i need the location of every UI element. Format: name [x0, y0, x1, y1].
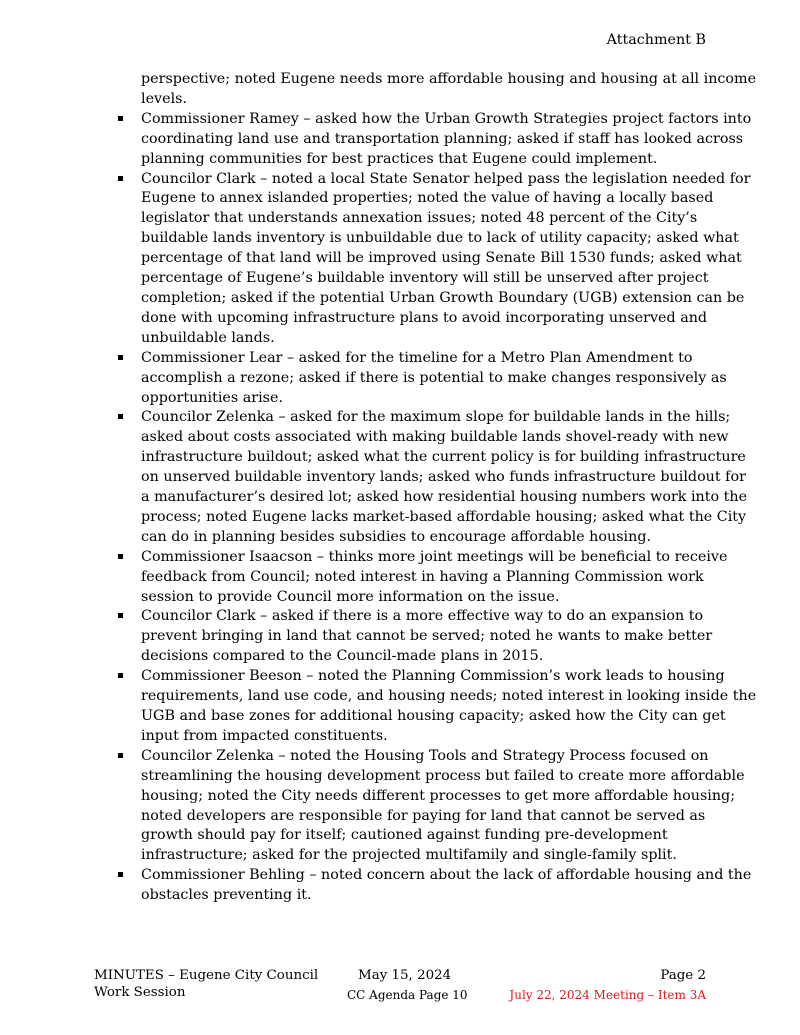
- text-line: feedback from Council; noted interest in having a Planning Commission work: [141, 568, 704, 585]
- comment-item-zelenka-2: [141, 747, 745, 866]
- text-line: session to provide Council more information on the issue.: [141, 588, 560, 605]
- text-line: opportunities arise.: [141, 389, 284, 406]
- footer-page-number: Page 2: [660, 968, 706, 983]
- text-line: obstacles preventing it.: [141, 887, 312, 904]
- footer-agenda-page: CC Agenda Page 10: [347, 988, 468, 1002]
- page-footer: [94, 967, 706, 1007]
- text-line: housing; noted the City needs different processes to get more affordable housing;: [141, 787, 736, 804]
- attachment-label: Attachment B: [606, 32, 706, 48]
- footer-meeting-item: July 22, 2024 Meeting – Item 3A: [509, 988, 706, 1002]
- text-line: coordinating land use and transportation planning; asked if staff has looked across: [141, 130, 744, 147]
- continuation-paragraph: [141, 70, 757, 110]
- text-line: Councilor Clark – asked if there is a more effective way to do an expansion to: [141, 608, 704, 625]
- text-line: infrastructure buildout; asked what the current policy is for building infrastructure: [141, 449, 746, 466]
- text-line: Commissioner Lear – asked for the timeline for a Metro Plan Amendment to: [141, 349, 693, 366]
- text-line: legislator that understands annexation issues; noted 48 percent of the City’s: [141, 210, 698, 227]
- footer-date: May 15, 2024: [358, 968, 452, 983]
- text-line: process; noted Eugene lacks market-based affordable housing; asked what the City: [141, 508, 747, 525]
- footer-title-line: Work Session: [94, 985, 186, 1000]
- comment-item-clark: [141, 170, 751, 349]
- text-line: Commissioner Beeson – noted the Planning Commission’s work leads to housing: [141, 668, 725, 685]
- text-line: Councilor Zelenka – asked for the maximum slope for buildable lands in the hills;: [141, 409, 731, 426]
- text-line: input from impacted constituents.: [141, 727, 388, 744]
- text-line: a manufacturer’s desired lot; asked how residential housing numbers work into the: [141, 489, 748, 506]
- text-line: done with upcoming infrastructure plans to avoid incorporating unserved and: [141, 309, 708, 326]
- footer-document-title: [94, 967, 318, 1001]
- text-line: Commissioner Ramey – asked how the Urban Growth Strategies project factors into: [141, 110, 752, 127]
- text-line: prevent bringing in land that cannot be served; noted he wants to make better: [141, 628, 713, 645]
- text-line: buildable lands inventory is unbuildable due to lack of utility capacity; asked what: [141, 230, 739, 247]
- comment-item-behling: [141, 866, 752, 906]
- text-line: Commissioner Behling – noted concern about the lack of affordable housing and the: [141, 867, 752, 884]
- comment-item-ramey: [141, 110, 752, 170]
- text-line: requirements, land use code, and housing needs; noted interest in looking inside the: [141, 688, 757, 705]
- text-line: percentage of that land will be improved using Senate Bill 1530 funds; asked what: [141, 250, 742, 267]
- comment-item-clark-2: [141, 607, 711, 667]
- text-line: UGB and base zones for additional housing capacity; asked how the City can get: [141, 708, 726, 724]
- minutes-body: [141, 70, 757, 906]
- footer-title-line: MINUTES – Eugene City Council: [94, 968, 319, 983]
- text-line: Commissioner Isaacson – thinks more joint meetings will be beneficial to receive: [141, 548, 728, 565]
- comment-item-beeson: [141, 667, 757, 747]
- text-line: infrastructure; asked for the projected multifamily and single-family split.: [141, 847, 677, 864]
- comment-item-isaacson: [141, 548, 728, 608]
- text-line: growth should pay for itself; cautioned against funding pre-development: [141, 827, 668, 844]
- text-line: decisions compared to the Council-made plans in 2015.: [141, 648, 544, 665]
- text-line: accomplish a rezone; asked if there is potential to make changes responsively as: [141, 369, 727, 386]
- comment-item-lear: [141, 349, 727, 409]
- text-line: perspective; noted Eugene needs more affordable housing and housing at all income: [141, 71, 757, 87]
- comment-item-zelenka: [141, 408, 748, 547]
- text-line: planning communities for best practices that Eugene could implement.: [141, 150, 658, 167]
- text-line: levels.: [141, 90, 188, 107]
- text-line: noted developers are responsible for paying for land that cannot be served as: [141, 807, 706, 824]
- text-line: on unserved buildable inventory lands; asked who funds infrastructure buildout for: [141, 469, 746, 486]
- text-line: completion; asked if the potential Urban Growth Boundary (UGB) extension can be: [141, 289, 745, 306]
- text-line: Councilor Zelenka – noted the Housing Tools and Strategy Process focused on: [141, 747, 709, 764]
- text-line: streamlining the housing development process but failed to create more affordable: [141, 767, 745, 784]
- text-line: unbuildable lands.: [141, 329, 275, 346]
- text-line: asked about costs associated with making buildable lands shovel-ready with new: [141, 429, 729, 446]
- text-line: percentage of Eugene’s buildable inventory will still be unserved after project: [141, 270, 709, 287]
- comment-list: [141, 110, 757, 906]
- text-line: can do in planning besides subsidies to encourage affordable housing.: [141, 528, 652, 545]
- text-line: Councilor Clark – noted a local State Senator helped pass the legislation needed for: [141, 170, 751, 187]
- text-line: Eugene to annex islanded properties; noted the value of having a locally based: [141, 190, 714, 207]
